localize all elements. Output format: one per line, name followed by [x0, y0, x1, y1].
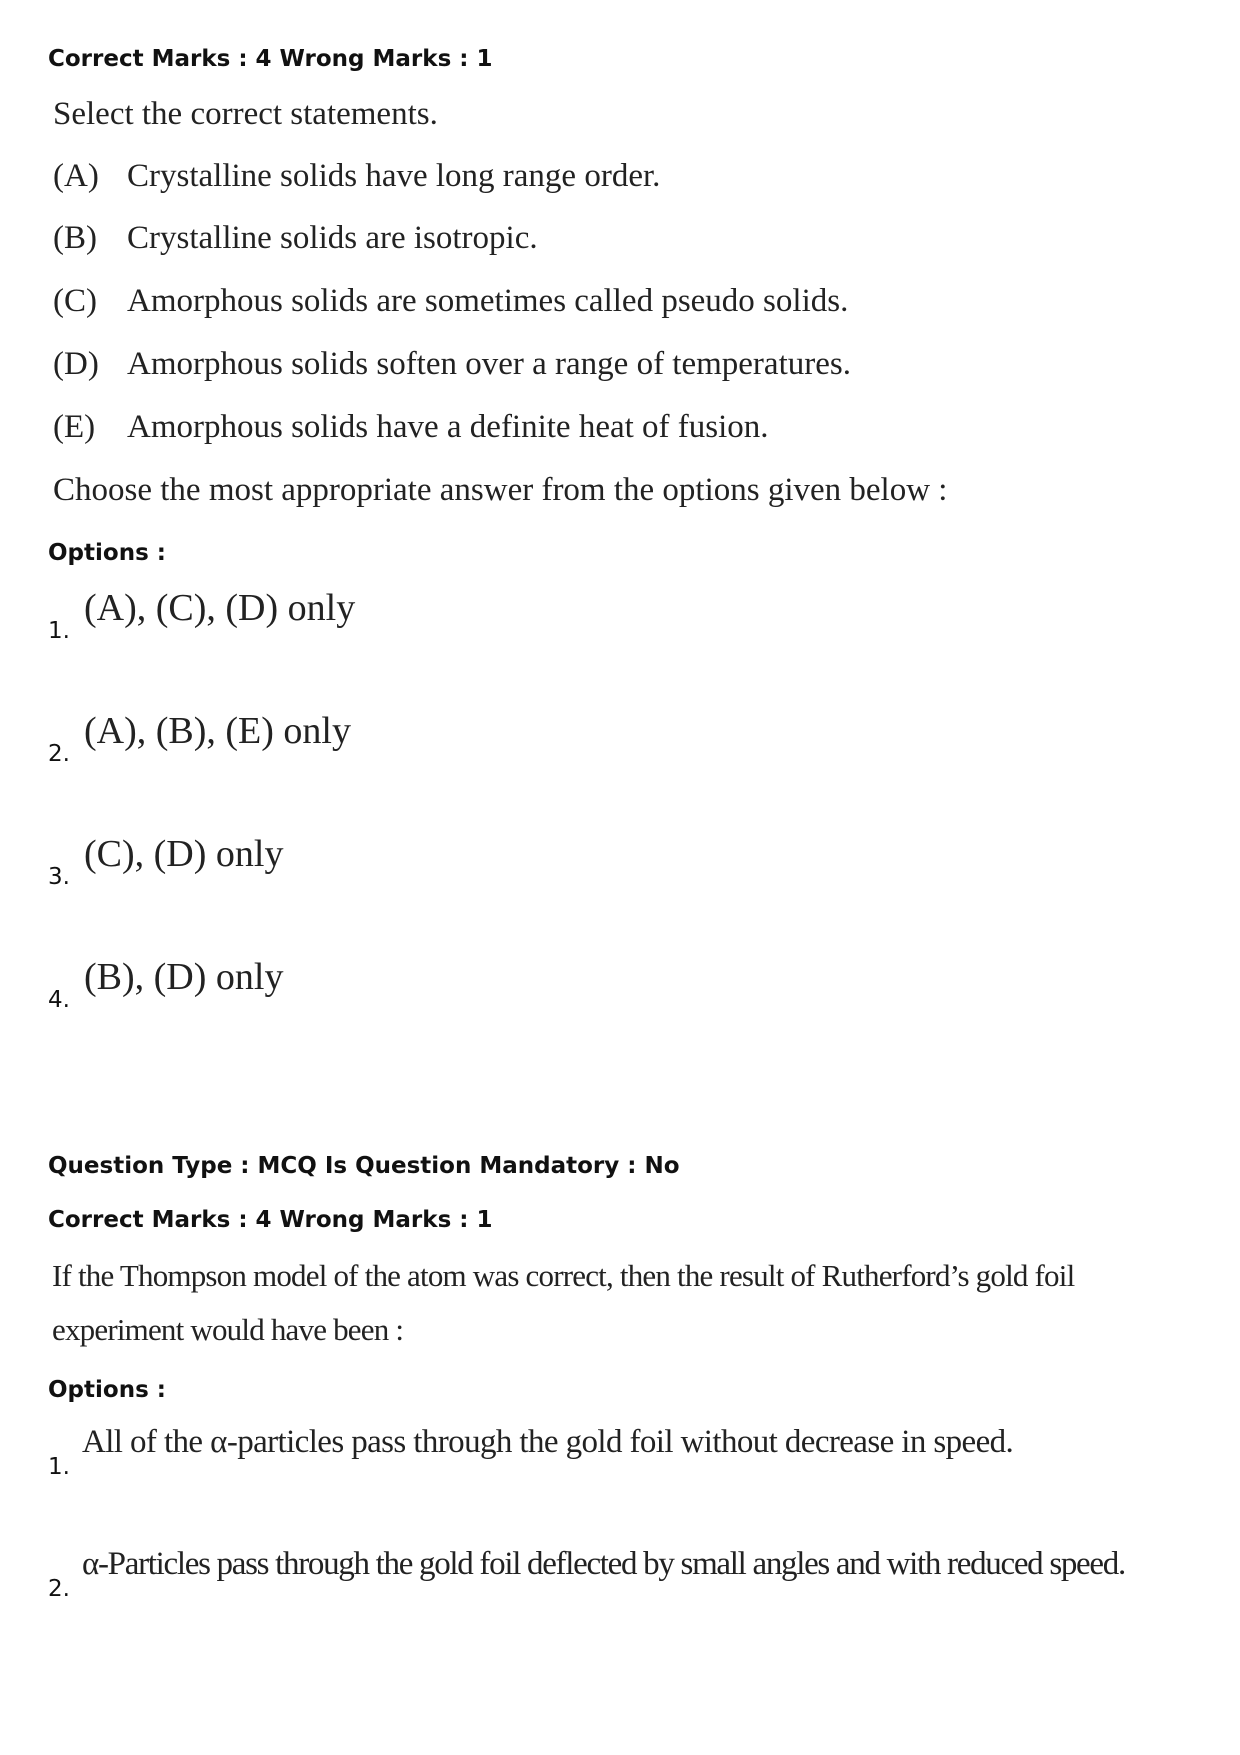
- option-number: 2.: [48, 741, 70, 767]
- statement-text: Amorphous solids are sometimes called pseudo solids.: [127, 283, 849, 319]
- statement-label: (A): [53, 158, 99, 194]
- option-number: 3.: [48, 864, 70, 890]
- q1-options-label: Options :: [48, 540, 166, 566]
- q2-marks: Correct Marks : 4 Wrong Marks : 1: [48, 1207, 493, 1233]
- option-text: α-Particles pass through the gold foil deflected by small angles and with reduced speed.: [82, 1546, 1125, 1582]
- option-text: (A), (B), (E) only: [84, 710, 351, 752]
- option-text: (C), (D) only: [84, 833, 284, 875]
- q1-statement-a: [53, 158, 660, 195]
- statement-label: (D): [53, 346, 99, 382]
- statement-text: Amorphous solids have a definite heat of fusion.: [127, 409, 769, 445]
- option-number: 1.: [48, 618, 70, 644]
- statement-text: Amorphous solids soften over a range of temperatures.: [127, 346, 851, 382]
- q2-options-label: Options :: [48, 1377, 166, 1403]
- statement-label: (B): [53, 220, 97, 256]
- option-text: All of the α-particles pass through the gold foil without decrease in speed.: [82, 1424, 1014, 1460]
- q1-instruction: Choose the most appropriate answer from the options given below :: [53, 472, 948, 508]
- q1-statement-b: [53, 220, 538, 257]
- q1-statement-d: [53, 346, 851, 383]
- statement-text: Crystalline solids have long range order.: [127, 158, 661, 194]
- q1-prompt: Select the correct statements.: [53, 96, 438, 132]
- q2-type-line: Question Type : MCQ Is Question Mandatory : No: [48, 1153, 680, 1179]
- statement-text: Crystalline solids are isotropic.: [127, 220, 538, 256]
- q2-text-line-2: experiment would have been :: [52, 1312, 404, 1347]
- statement-label: (C): [53, 283, 97, 319]
- q1-statement-c: [53, 283, 848, 320]
- q2-text-line-1: If the Thompson model of the atom was correct, then the result of Rutherford’s gold foil: [52, 1258, 1075, 1293]
- option-number: 2.: [48, 1576, 70, 1602]
- statement-label: (E): [53, 409, 96, 445]
- q1-statement-e: [53, 409, 769, 446]
- q1-marks: Correct Marks : 4 Wrong Marks : 1: [48, 46, 493, 72]
- option-number: 4.: [48, 987, 70, 1013]
- option-number: 1.: [48, 1454, 70, 1480]
- option-text: (A), (C), (D) only: [84, 587, 356, 629]
- option-text: (B), (D) only: [84, 956, 284, 998]
